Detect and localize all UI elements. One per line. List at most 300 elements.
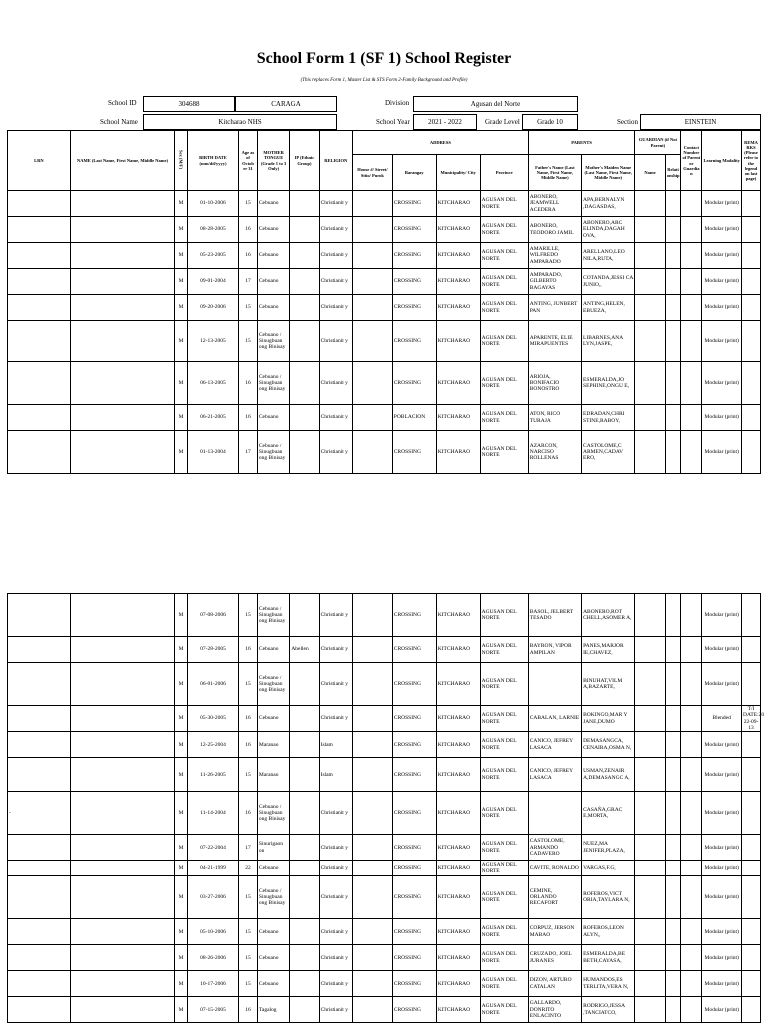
table-row xyxy=(8,243,761,269)
cell-g_name xyxy=(635,362,665,405)
header-address: ADDRESS xyxy=(353,131,529,155)
cell-modality: Modular (print) xyxy=(702,191,742,217)
cell-house xyxy=(353,362,393,405)
cell-age: 15 xyxy=(239,295,258,321)
cell-mother: CASAÑA,GRAC E,MORTA, xyxy=(582,792,635,835)
cell-barangay: CROSSING xyxy=(392,758,436,792)
cell-remarks xyxy=(742,971,761,997)
cell-father: CABALAN, LARNIE xyxy=(528,706,581,732)
cell-province: AGUSAN DEL NORTE xyxy=(480,835,528,861)
header-ip: IP (Ethnic Group) xyxy=(290,131,319,191)
cell-province: AGUSAN DEL NORTE xyxy=(480,758,528,792)
cell-province: AGUSAN DEL NORTE xyxy=(480,217,528,243)
cell-name xyxy=(70,876,175,919)
header-father: Father's Name (Last Name, First Name, Middle Name) xyxy=(528,155,581,191)
register-table-top xyxy=(7,130,761,474)
cell-tongue: Cebuano xyxy=(257,191,289,217)
table-row xyxy=(8,269,761,295)
cell-muni: KITCHARAO xyxy=(436,792,480,835)
cell-sex: M xyxy=(175,431,188,474)
cell-mother: USMAN,ZENAIR A,DEMASANGC A, xyxy=(582,758,635,792)
cell-name xyxy=(70,732,175,758)
cell-birth: 08-28-2005 xyxy=(187,217,238,243)
cell-muni: KITCHARAO xyxy=(436,758,480,792)
table-row xyxy=(8,321,761,362)
cell-age: 16 xyxy=(239,217,258,243)
cell-birth: 08-26-2006 xyxy=(187,945,238,971)
school-year-label: School Year xyxy=(376,118,410,126)
cell-religion: Christianit y xyxy=(319,405,352,431)
cell-tongue: Cebuano / Sinugbuan ong Binisay xyxy=(257,321,289,362)
header-municipality: Municipality/ City xyxy=(436,155,480,191)
cell-name xyxy=(70,321,175,362)
cell-modality: Modular (print) xyxy=(702,295,742,321)
cell-lrn xyxy=(8,594,71,637)
cell-g_name xyxy=(635,876,665,919)
cell-mother: DEMASANGCA, CENAIRA,OSMA N, xyxy=(582,732,635,758)
cell-age: 15 xyxy=(239,919,258,945)
cell-muni: KITCHARAO xyxy=(436,706,480,732)
cell-lrn xyxy=(8,835,71,861)
cell-age: 15 xyxy=(239,971,258,997)
cell-sex: M xyxy=(175,732,188,758)
cell-province: AGUSAN DEL NORTE xyxy=(480,362,528,405)
cell-religion: Christianit y xyxy=(319,295,352,321)
cell-ip xyxy=(290,191,319,217)
cell-birth: 01-13-2004 xyxy=(187,431,238,474)
cell-sex: M xyxy=(175,217,188,243)
cell-province: AGUSAN DEL NORTE xyxy=(480,706,528,732)
cell-g_rel xyxy=(665,362,681,405)
cell-g_rel xyxy=(665,732,681,758)
cell-religion: Islam xyxy=(319,758,352,792)
header-house: House #/ Street/ Sitio/ Purok xyxy=(353,155,393,191)
cell-g_rel xyxy=(665,861,681,876)
cell-barangay: CROSSING xyxy=(392,835,436,861)
cell-g_name xyxy=(635,919,665,945)
cell-sex: M xyxy=(175,295,188,321)
cell-sex: M xyxy=(175,835,188,861)
cell-name xyxy=(70,971,175,997)
cell-birth: 11-14-2004 xyxy=(187,792,238,835)
cell-age: 15 xyxy=(239,663,258,706)
cell-house xyxy=(353,919,393,945)
cell-g_name xyxy=(635,269,665,295)
cell-father xyxy=(528,792,581,835)
cell-ip xyxy=(290,971,319,997)
cell-mother: VARGAS,F.G, xyxy=(582,861,635,876)
cell-birth: 06-21-2005 xyxy=(187,405,238,431)
cell-lrn xyxy=(8,269,71,295)
cell-religion: Christianit y xyxy=(319,971,352,997)
cell-remarks xyxy=(742,997,761,1023)
cell-tongue: Cebuano xyxy=(257,269,289,295)
cell-barangay: CROSSING xyxy=(392,706,436,732)
cell-ip xyxy=(290,706,319,732)
cell-religion: Christianit y xyxy=(319,217,352,243)
cell-religion: Islam xyxy=(319,732,352,758)
cell-name xyxy=(70,919,175,945)
cell-father: CRUZADO, JOEL JURANES xyxy=(528,945,581,971)
cell-mother: APA,BERNALYN ,DAGASDAS, xyxy=(582,191,635,217)
cell-contact xyxy=(681,876,702,919)
cell-age: 16 xyxy=(239,997,258,1023)
cell-contact xyxy=(681,191,702,217)
cell-birth: 06-01-2006 xyxy=(187,663,238,706)
cell-ip xyxy=(290,732,319,758)
cell-age: 17 xyxy=(239,835,258,861)
cell-muni: KITCHARAO xyxy=(436,919,480,945)
cell-lrn xyxy=(8,191,71,217)
cell-father: CASTOLOME, ARMANDO CADAVERO xyxy=(528,835,581,861)
cell-name xyxy=(70,431,175,474)
cell-remarks xyxy=(742,732,761,758)
cell-tongue: Tagalog xyxy=(257,997,289,1023)
cell-house xyxy=(353,431,393,474)
cell-house xyxy=(353,663,393,706)
cell-remarks xyxy=(742,431,761,474)
table-row xyxy=(8,405,761,431)
cell-contact xyxy=(681,919,702,945)
division-field: Agusan del Norte xyxy=(413,96,578,112)
cell-mother: ROFEROS,LEON ALYN,, xyxy=(582,919,635,945)
table-row xyxy=(8,431,761,474)
cell-birth: 05-10-2006 xyxy=(187,919,238,945)
cell-muni: KITCHARAO xyxy=(436,362,480,405)
cell-muni: KITCHARAO xyxy=(436,295,480,321)
cell-lrn xyxy=(8,663,71,706)
cell-mother: ESMERALDA,JO SEPHINE,ONGU E, xyxy=(582,362,635,405)
header-barangay: Barangay xyxy=(392,155,436,191)
cell-contact xyxy=(681,758,702,792)
cell-province: AGUSAN DEL NORTE xyxy=(480,191,528,217)
cell-province: AGUSAN DEL NORTE xyxy=(480,431,528,474)
cell-contact xyxy=(681,431,702,474)
cell-religion: Christianit y xyxy=(319,269,352,295)
cell-religion: Christianit y xyxy=(319,191,352,217)
cell-ip xyxy=(290,945,319,971)
cell-house xyxy=(353,876,393,919)
cell-g_rel xyxy=(665,431,681,474)
school-name-label: School Name xyxy=(100,118,138,126)
cell-age: 22 xyxy=(239,861,258,876)
cell-name xyxy=(70,191,175,217)
cell-mother: HUMANDOS,ES TERLITA,VERA N, xyxy=(582,971,635,997)
cell-lrn xyxy=(8,706,71,732)
cell-barangay: CROSSING xyxy=(392,876,436,919)
cell-father: CAVITE, RONALDO xyxy=(528,861,581,876)
table-row xyxy=(8,191,761,217)
cell-remarks xyxy=(742,876,761,919)
cell-lrn: - xyxy=(8,792,71,835)
cell-g_rel xyxy=(665,706,681,732)
cell-g_name xyxy=(635,758,665,792)
cell-religion: Christianit y xyxy=(319,945,352,971)
cell-birth: 04-21-1999 xyxy=(187,861,238,876)
header-guardian: GUARDIAN (if Not Parent) xyxy=(635,131,681,155)
cell-age: 16 xyxy=(239,637,258,663)
cell-age: 17 xyxy=(239,269,258,295)
cell-sex: M xyxy=(175,269,188,295)
school-id-field: 304688 xyxy=(143,96,235,112)
cell-contact xyxy=(681,706,702,732)
cell-house xyxy=(353,321,393,362)
cell-age: 17 xyxy=(239,431,258,474)
cell-religion: Christianit y xyxy=(319,997,352,1023)
cell-tongue: Maranao xyxy=(257,758,289,792)
cell-house xyxy=(353,594,393,637)
cell-barangay: CROSSING xyxy=(392,919,436,945)
cell-remarks xyxy=(742,321,761,362)
cell-birth: 05-30-2005 xyxy=(187,706,238,732)
cell-house xyxy=(353,758,393,792)
cell-barangay: POBLACION xyxy=(392,405,436,431)
cell-province: AGUSAN DEL NORTE xyxy=(480,919,528,945)
cell-house xyxy=(353,732,393,758)
cell-contact xyxy=(681,362,702,405)
table-row xyxy=(8,295,761,321)
cell-ip xyxy=(290,919,319,945)
cell-contact xyxy=(681,637,702,663)
cell-name xyxy=(70,997,175,1023)
cell-remarks xyxy=(742,217,761,243)
cell-modality: Modular (print) xyxy=(702,861,742,876)
cell-age: 16 xyxy=(239,405,258,431)
cell-ip: Abellen xyxy=(290,637,319,663)
cell-province: AGUSAN DEL NORTE xyxy=(480,945,528,971)
school-name-field: Kitcharao NHS xyxy=(143,114,337,130)
cell-g_rel xyxy=(665,191,681,217)
header-province: Province xyxy=(480,155,528,191)
cell-father: CORPUZ, JERSON MABAO xyxy=(528,919,581,945)
table-row xyxy=(8,594,761,637)
cell-lrn xyxy=(8,405,71,431)
header-parents: PARENTS xyxy=(528,131,635,155)
cell-province: AGUSAN DEL NORTE xyxy=(480,243,528,269)
cell-barangay: CROSSING xyxy=(392,637,436,663)
cell-father: AMPARADO, GILBERTO BAGAYAS xyxy=(528,269,581,295)
table-row xyxy=(8,637,761,663)
cell-g_rel xyxy=(665,321,681,362)
cell-modality: Modular (print) xyxy=(702,919,742,945)
cell-barangay: CROSSING xyxy=(392,971,436,997)
school-id-label: School ID xyxy=(108,99,137,107)
cell-ip xyxy=(290,594,319,637)
cell-sex: M xyxy=(175,919,188,945)
cell-remarks xyxy=(742,861,761,876)
cell-contact xyxy=(681,792,702,835)
cell-name xyxy=(70,861,175,876)
table-row xyxy=(8,217,761,243)
cell-lrn xyxy=(8,362,71,405)
header-birth-date: BIRTH DATE (mm/dd/yyyy) xyxy=(187,131,238,191)
cell-tongue: Cebuano xyxy=(257,217,289,243)
section-label: Section xyxy=(617,118,638,126)
cell-tongue: Cebuano xyxy=(257,405,289,431)
cell-birth: 10-17-2006 xyxy=(187,971,238,997)
cell-province: AGUSAN DEL NORTE xyxy=(480,997,528,1023)
cell-remarks xyxy=(742,663,761,706)
cell-contact xyxy=(681,997,702,1023)
cell-ip xyxy=(290,758,319,792)
cell-province: AGUSAN DEL NORTE xyxy=(480,594,528,637)
cell-muni: KITCHARAO xyxy=(436,945,480,971)
register-table-bottom xyxy=(7,593,765,1023)
cell-modality: Modular (print) xyxy=(702,362,742,405)
cell-barangay: CROSSING xyxy=(392,217,436,243)
cell-name xyxy=(70,217,175,243)
cell-birth: 01-10-2006 xyxy=(187,191,238,217)
table-row xyxy=(8,706,761,732)
cell-lrn xyxy=(8,945,71,971)
cell-ip xyxy=(290,861,319,876)
cell-father: CEMINE, ORLANDO RECAFORT xyxy=(528,876,581,919)
cell-contact xyxy=(681,732,702,758)
table-row xyxy=(8,663,761,706)
header-contact: Contact Number of Parent or Guardia n xyxy=(681,131,702,191)
cell-mother: ABONERO,ARC ELINDA,DAGAH OVA, xyxy=(582,217,635,243)
cell-name xyxy=(70,269,175,295)
cell-remarks xyxy=(742,191,761,217)
cell-sex: M xyxy=(175,637,188,663)
cell-lrn xyxy=(8,971,71,997)
cell-name xyxy=(70,637,175,663)
header-name: NAME (Last Name, First Name, Middle Name) xyxy=(70,131,175,191)
cell-house xyxy=(353,835,393,861)
cell-house xyxy=(353,405,393,431)
cell-sex: M xyxy=(175,405,188,431)
header-remarks: REMA RKS (Please refer to the legend on last page) xyxy=(742,131,761,191)
cell-g_name xyxy=(635,971,665,997)
cell-g_name xyxy=(635,321,665,362)
division-label: Division xyxy=(385,99,410,107)
cell-muni: KITCHARAO xyxy=(436,663,480,706)
cell-province: AGUSAN DEL NORTE xyxy=(480,732,528,758)
cell-barangay: CROSSING xyxy=(392,243,436,269)
school-year-field: 2021 - 2022 xyxy=(413,114,477,130)
cell-province: AGUSAN DEL NORTE xyxy=(480,971,528,997)
cell-g_name xyxy=(635,405,665,431)
cell-house xyxy=(353,269,393,295)
cell-modality: Modular (print) xyxy=(702,945,742,971)
cell-birth: 05-23-2005 xyxy=(187,243,238,269)
cell-house xyxy=(353,243,393,269)
cell-father: AMARILLE, WILFREDO AMPARADO xyxy=(528,243,581,269)
cell-muni: KITCHARAO xyxy=(436,971,480,997)
cell-barangay: CROSSING xyxy=(392,861,436,876)
cell-birth: 07-08-2006 xyxy=(187,594,238,637)
cell-g_name xyxy=(635,835,665,861)
cell-barangay: CROSSING xyxy=(392,997,436,1023)
cell-modality: Modular (print) xyxy=(702,269,742,295)
cell-g_name xyxy=(635,732,665,758)
cell-modality: Modular (print) xyxy=(702,243,742,269)
cell-g_name xyxy=(635,637,665,663)
cell-muni: KITCHARAO xyxy=(436,217,480,243)
cell-g_name xyxy=(635,945,665,971)
cell-birth: 06-13-2005 xyxy=(187,362,238,405)
cell-province: AGUSAN DEL NORTE xyxy=(480,792,528,835)
cell-mother: EDRADAN,CHRI STINE,RABOY, xyxy=(582,405,635,431)
cell-age: 15 xyxy=(239,876,258,919)
cell-g_name xyxy=(635,431,665,474)
cell-sex: M xyxy=(175,706,188,732)
cell-name xyxy=(70,243,175,269)
cell-sex: M xyxy=(175,321,188,362)
cell-modality: Modular (print) xyxy=(702,792,742,835)
region-field: CARAGA xyxy=(235,96,337,112)
cell-house xyxy=(353,945,393,971)
cell-name xyxy=(70,945,175,971)
cell-birth: 12-25-2004 xyxy=(187,732,238,758)
cell-father: CANICO, JEFREY LASACA xyxy=(528,732,581,758)
cell-ip xyxy=(290,997,319,1023)
cell-muni: KITCHARAO xyxy=(436,835,480,861)
cell-father: CANICO, JEFREY LASACA xyxy=(528,758,581,792)
cell-religion: Christianit y xyxy=(319,861,352,876)
table-row xyxy=(8,876,761,919)
cell-name xyxy=(70,295,175,321)
cell-mother: BOKINGO,MAR Y JANE,DUMO xyxy=(582,706,635,732)
form-subtitle: (This replaces Form 1, Master List & STS Form 2-Family Background and Profile) xyxy=(300,78,468,83)
cell-barangay: CROSSING xyxy=(392,295,436,321)
cell-remarks xyxy=(742,269,761,295)
cell-remarks xyxy=(742,758,761,792)
cell-lrn xyxy=(8,861,71,876)
cell-tongue: Cebuano xyxy=(257,243,289,269)
cell-modality: Modular (print) xyxy=(702,876,742,919)
cell-birth: 07-28-2005 xyxy=(187,637,238,663)
cell-father: ATON, RICO TURAJA xyxy=(528,405,581,431)
cell-muni: KITCHARAO xyxy=(436,732,480,758)
cell-house xyxy=(353,295,393,321)
cell-father: ARIOJA, BONIFACIO BONOSTRO xyxy=(528,362,581,405)
cell-ip xyxy=(290,792,319,835)
cell-mother: BINUHAT,VILM A,BAZARTE, xyxy=(582,663,635,706)
cell-lrn xyxy=(8,876,71,919)
cell-g_name xyxy=(635,594,665,637)
cell-tongue: Cebuano xyxy=(257,295,289,321)
cell-modality: Modular (print) xyxy=(702,758,742,792)
cell-lrn xyxy=(8,243,71,269)
table-row xyxy=(8,732,761,758)
cell-contact xyxy=(681,217,702,243)
cell-contact xyxy=(681,663,702,706)
cell-religion: Christianit y xyxy=(319,663,352,706)
cell-muni: KITCHARAO xyxy=(436,321,480,362)
cell-remarks xyxy=(742,835,761,861)
cell-contact xyxy=(681,405,702,431)
cell-tongue: Cebuano / Sinugbuan ong Binisay xyxy=(257,431,289,474)
cell-g_rel xyxy=(665,594,681,637)
cell-mother: ABONERO,ROT CHELL,ASOMER A, xyxy=(582,594,635,637)
cell-birth: 09-20-2006 xyxy=(187,295,238,321)
cell-g_name xyxy=(635,861,665,876)
cell-tongue: Cebuano xyxy=(257,861,289,876)
cell-sex: M xyxy=(175,997,188,1023)
cell-mother: ARELLANO,LEO NILA,RUTA, xyxy=(582,243,635,269)
cell-province: AGUSAN DEL NORTE xyxy=(480,269,528,295)
cell-lrn xyxy=(8,637,71,663)
cell-muni: KITCHARAO xyxy=(436,243,480,269)
cell-name xyxy=(70,835,175,861)
cell-ip xyxy=(290,405,319,431)
cell-father: GALLARDO, DONRITO ENLACINTO xyxy=(528,997,581,1023)
cell-ip xyxy=(290,663,319,706)
cell-house xyxy=(353,861,393,876)
cell-g_rel xyxy=(665,792,681,835)
cell-sex: M xyxy=(175,362,188,405)
